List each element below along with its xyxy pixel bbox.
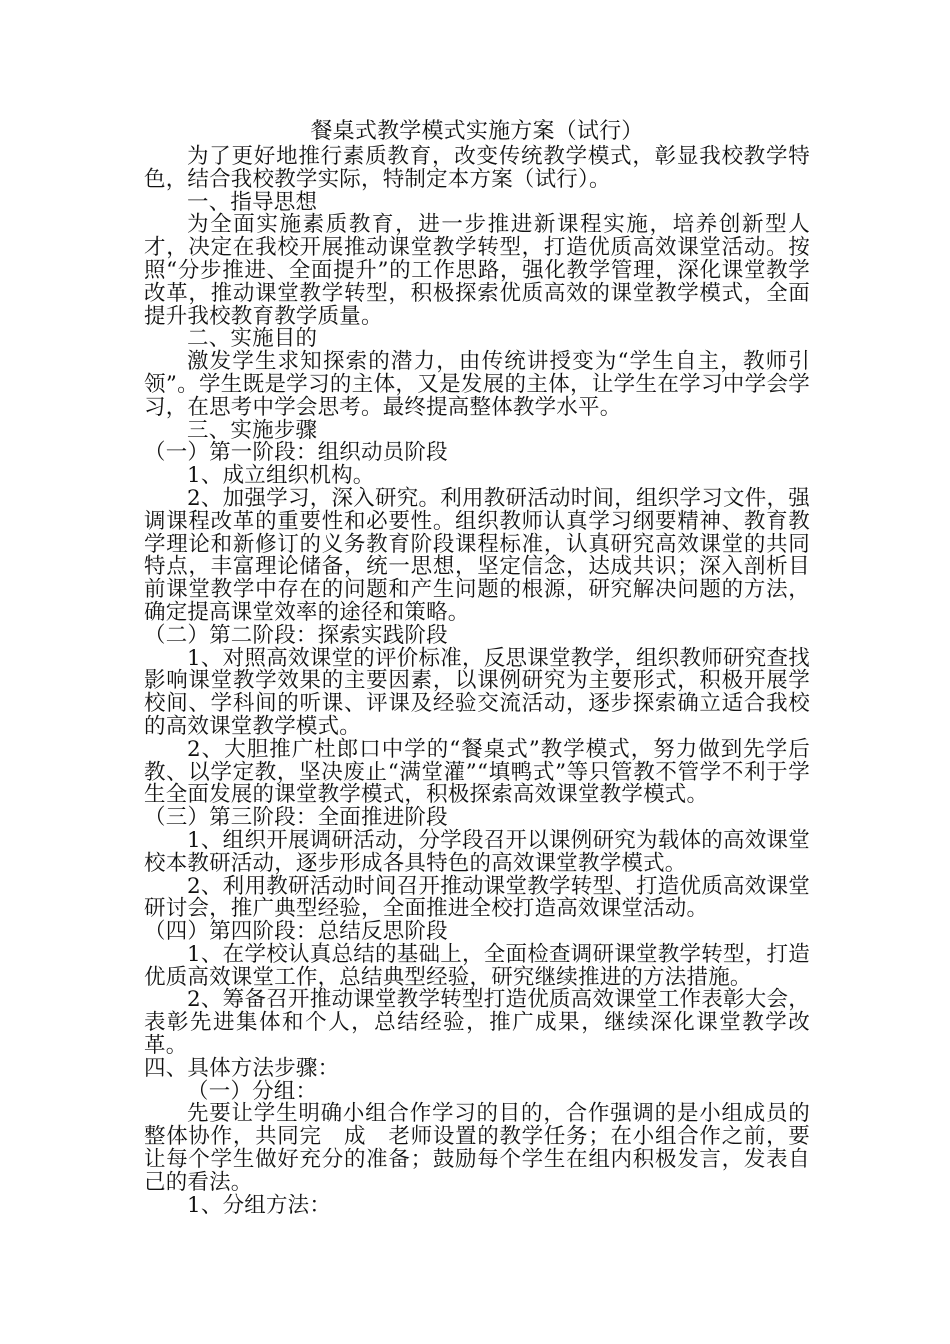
body-paragraph: （一）分组： <box>187 1078 318 1104</box>
body-paragraph: 2、加强学习，深入研究。利用教研活动时间，组织学习文件，强调课程改革的重要性和必要性。组织教师认真学习纲要精神、教育教学理论和新修订的义务教育阶段课程标准，认真研究高效课堂的共同特点，丰富理论储备，统一思想，坚定信念，达成共识；深入剖析目前课堂教学中存在的问题和产生问题的根源，研究解决问题的方法，确定提高课堂效率的途径和策略。 <box>144 485 810 625</box>
section-heading: 四、具体方法步骤： <box>144 1055 340 1081</box>
section-heading: （一）第一阶段：组织动员阶段 <box>144 440 448 466</box>
body-paragraph: 1、成立组织机构。 <box>187 463 375 489</box>
body-paragraph: 2、筹备召开推动课堂教学转型打造优质高效课堂工作表彰大会，表彰先进集体和个人，总结经验，推广成果，继续深化课堂教学改革。 <box>144 987 810 1059</box>
body-paragraph: 三、实施步骤 <box>187 417 318 443</box>
body-paragraph: 二、实施目的 <box>187 326 318 352</box>
body-paragraph: 2、利用教研活动时间召开推动课堂教学转型、打造优质高效课堂研讨会，推广典型经验，全面推进全校打造高效课堂活动。 <box>144 873 810 922</box>
body-paragraph: 1、组织开展调研活动，分学段召开以课例研究为载体的高效课堂校本教研活动，逐步形成各具特色的高效课堂教学模式。 <box>144 827 810 876</box>
body-paragraph: 先要让学生明确小组合作学习的目的，合作强调的是小组成员的整体协作，共同完 成 老师设置的教学任务；在小组合作之前，要让每个学生做好充分的准备；鼓励每个学生在组内积极发言，发表自己的看法。 <box>144 1101 810 1195</box>
paragraph-list <box>144 146 810 1217</box>
section-heading: （四）第四阶段：总结反思阶段 <box>144 919 448 945</box>
body-paragraph: 2、大胆推广杜郎口中学的“餐桌式”教学模式，努力做到先学后教、以学定教，坚决废止“满堂灌”“填鸭式”等只管教不管学不利于学生全面发展的课堂教学模式，积极探索高效课堂教学模式。 <box>144 736 810 808</box>
body-paragraph: 一、指导思想 <box>187 189 318 215</box>
section-heading: （二）第二阶段：探索实践阶段 <box>144 622 448 648</box>
body-paragraph: 1、对照高效课堂的评价标准，反思课堂教学，组织教师研究查找影响课堂教学效果的主要因素，以课例研究为主要形式，积极开展学校间、学科间的听课、评课及经验交流活动，逐步探索确立适合我校的高效课堂教学模式。 <box>144 645 810 739</box>
body-paragraph: 激发学生求知探索的潜力，由传统讲授变为“学生自主，教师引领”。学生既是学习的主体，又是发展的主体，让学生在学习中学会学习，在思考中学会思考。最终提高整体教学水平。 <box>144 349 810 420</box>
document-title: 餐桌式教学模式实施方案（试行） <box>310 119 644 144</box>
body-paragraph: 1、在学校认真总结的基础上，全面检查调研课堂教学转型，打造优质高效课堂工作，总结典型经验，研究继续推进的方法措施。 <box>144 941 810 990</box>
document-body <box>144 120 810 1217</box>
body-paragraph: 1、分组方法： <box>187 1192 332 1218</box>
section-heading: （三）第三阶段：全面推进阶段 <box>144 805 448 831</box>
body-paragraph: 为了更好地推行素质教育，改变传统教学模式，彰显我校教学特色，结合我校教学实际，特制定本方案（试行）。 <box>144 144 810 192</box>
body-paragraph: 为全面实施素质教育，进一步推进新课程实施，培养创新型人才，决定在我校开展推动课堂教学转型，打造优质高效课堂活动。按照“分步推进、全面提升”的工作思路，强化教学管理，深化课堂教学改革，推动课堂教学转型，积极探索优质高效的课堂教学模式，全面提升我校教育教学质量。 <box>144 212 810 329</box>
